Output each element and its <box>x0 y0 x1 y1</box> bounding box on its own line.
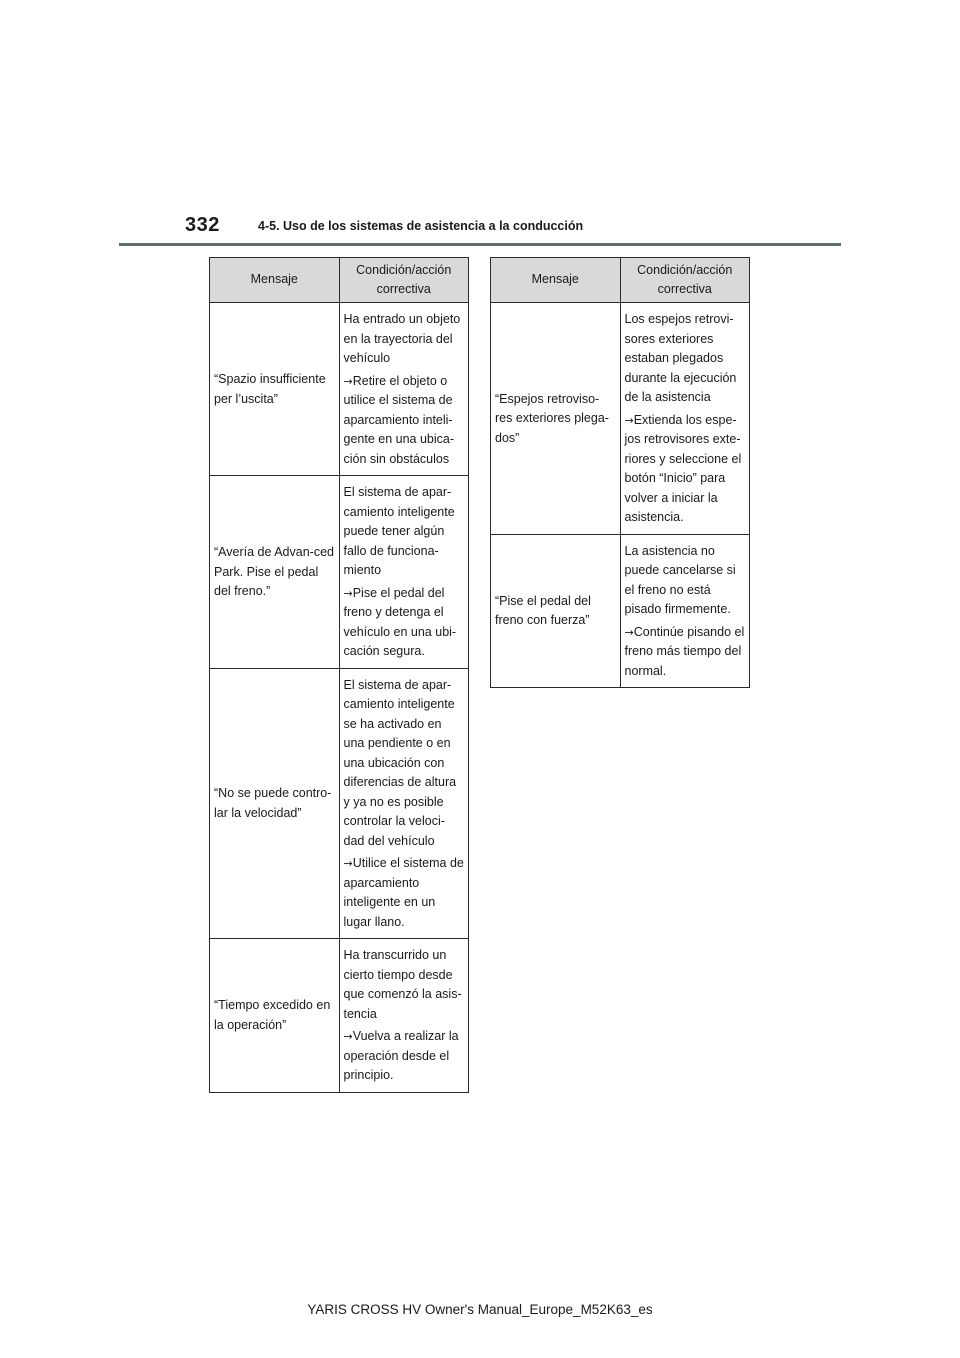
message-cell: “No se puede contro-lar la velocidad” <box>210 668 340 939</box>
arrow-right-icon: → <box>343 374 353 388</box>
table-row <box>210 939 469 1093</box>
message-cell: “Pise el pedal del freno con fuerza” <box>491 534 621 688</box>
action-label: Retire el objeto o utilice el sistema de aparcamiento inteli-gente en una ubica-ción sin obstáculos <box>343 373 455 466</box>
message-cell: “Spazio insufficiente per l’uscita” <box>210 303 340 476</box>
column-header-condition <box>620 258 750 303</box>
table-row <box>210 476 469 669</box>
condition-cell <box>339 939 469 1093</box>
action-label: Continúe pisando el freno más tiempo del normal. <box>624 624 745 678</box>
table-row <box>491 534 750 688</box>
action-text <box>344 584 465 662</box>
condition-cell <box>339 476 469 669</box>
arrow-right-icon: → <box>343 1030 353 1043</box>
column-header-message: Mensaje <box>491 258 621 303</box>
arrow-right-icon: → <box>343 857 353 870</box>
condition-cell <box>339 303 469 476</box>
column-header-condition-line2: correctiva <box>376 282 431 296</box>
condition-text: La asistencia no puede cancelarse si el freno no está pisado firmemente. <box>624 543 736 616</box>
column-header-condition-line1: Condición/acción <box>637 262 733 277</box>
condition-cell <box>620 534 750 688</box>
action-text <box>344 372 465 470</box>
action-label: Vuelva a realizar la operación desde el principio. <box>343 1029 459 1082</box>
header-divider <box>119 243 841 246</box>
column-header-condition <box>339 258 469 303</box>
condition-cell <box>339 668 469 939</box>
message-cell: “Espejos retroviso-res exteriores plega-dos” <box>491 303 621 535</box>
message-cell: “Avería de Advan-ced Park. Pise el pedal del freno.” <box>210 476 340 669</box>
arrow-right-icon: → <box>624 625 634 639</box>
action-label: Utilice el sistema de aparcamiento inteligente en un lugar llano. <box>343 856 464 929</box>
table-row <box>491 303 750 535</box>
condition-text: Ha entrado un objeto en la trayectoria del vehículo <box>343 312 461 365</box>
arrow-right-icon: → <box>624 413 634 427</box>
table-header-row <box>491 258 750 303</box>
column-header-message: Mensaje <box>210 258 340 303</box>
table-header-row <box>210 258 469 303</box>
table-row <box>210 668 469 939</box>
action-text <box>344 1027 465 1086</box>
table-row <box>210 303 469 476</box>
action-text <box>344 854 465 932</box>
condition-cell <box>620 303 750 535</box>
message-table-right <box>490 257 750 688</box>
section-title: 4-5. Uso de los sistemas de asistencia a la conducción <box>258 219 584 233</box>
condition-text: Ha transcurrido un cierto tiempo desde que comenzó la asis-tencia <box>343 948 462 1021</box>
arrow-right-icon: → <box>343 586 353 600</box>
action-label: Extienda los espe-jos retrovisores exte-riores y seleccione el botón “Inicio” para volver a iniciar la asistencia. <box>624 412 742 524</box>
action-text <box>625 411 746 528</box>
condition-text: El sistema de apar-camiento inteligente se ha activado en una pendiente o en una ubicación con diferencias de altura y ya no es posible controlar la veloci-dad del vehículo <box>343 677 457 848</box>
condition-text: El sistema de apar-camiento inteligente puede tener algún fallo de funciona-miento <box>343 485 455 577</box>
action-text <box>625 623 746 682</box>
page-number: 332 <box>185 214 220 236</box>
condition-text: Los espejos retrovi-sores exteriores estaban plegados durante la ejecución de la asistencia <box>624 312 737 404</box>
message-table-left <box>209 257 469 1093</box>
column-header-condition-line1: Condición/acción <box>356 262 452 277</box>
action-label: Pise el pedal del freno y detenga el vehículo en una ubi-cación segura. <box>343 585 457 658</box>
column-header-condition-line2: correctiva <box>657 282 712 296</box>
footer-manual-name: YARIS CROSS HV Owner's Manual_Europe_M52K63_es <box>307 1302 653 1317</box>
message-cell: “Tiempo excedido en la operación” <box>210 939 340 1093</box>
